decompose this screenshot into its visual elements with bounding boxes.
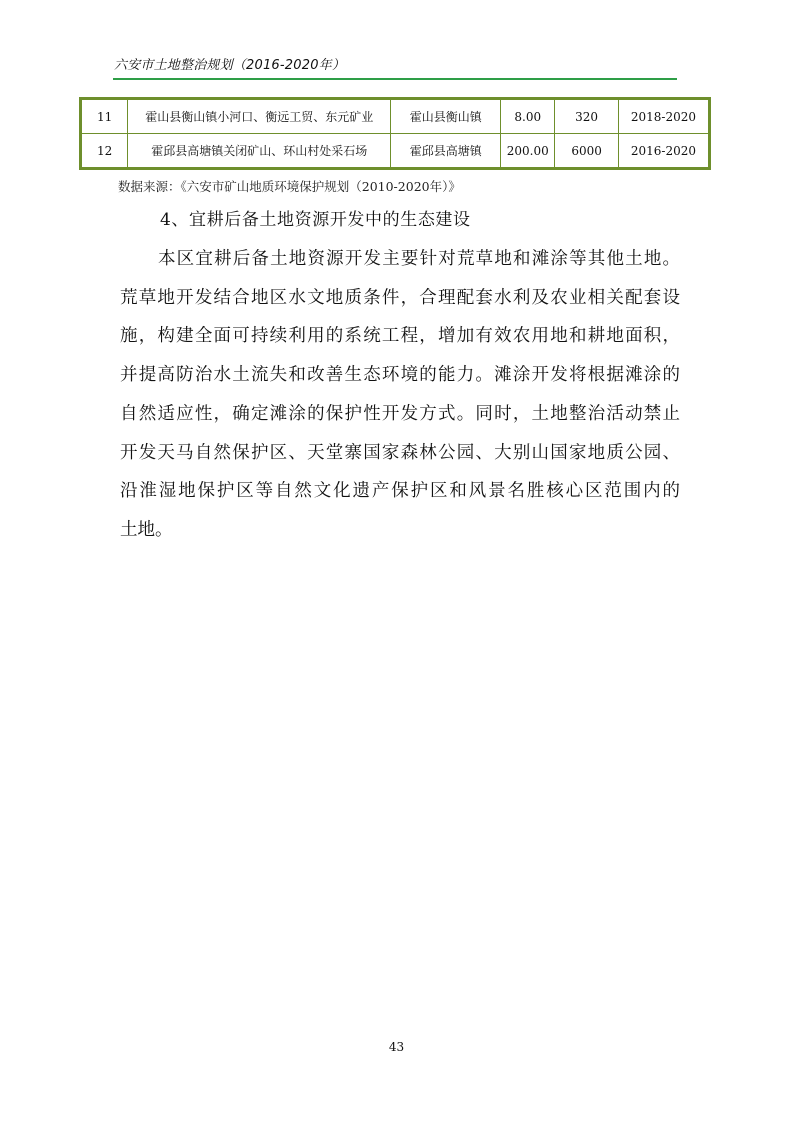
volume-cell: 6000 [555, 134, 619, 169]
project-name-cell: 霍山县衡山镇小河口、衡远工贸、东元矿业 [128, 99, 391, 134]
header-rule [113, 78, 677, 80]
period-cell: 2016-2020 [618, 134, 709, 169]
project-name-cell: 霍邱县高塘镇关闭矿山、环山村处采石场 [128, 134, 391, 169]
location-cell: 霍山县衡山镇 [391, 99, 501, 134]
paragraph-line: 自然适应性，确定滩涂的保护性开发方式。同时，土地整治活动禁止 [120, 403, 680, 424]
period-cell: 2018-2020 [618, 99, 709, 134]
paragraph-line: 土地。 [120, 519, 173, 540]
paragraph-line: 本区宜耕后备土地资源开发主要针对荒草地和滩涂等其他土地。 [158, 249, 680, 269]
paragraph-line: 沿淮湿地保护区等自然文化遗产保护区和风景名胜核心区范围内的 [120, 481, 680, 502]
paragraph-line: 荒草地开发结合地区水文地质条件，合理配套水利及农业相关配套设 [120, 287, 680, 308]
mine-restoration-table [79, 97, 711, 170]
body-paragraph [120, 240, 680, 550]
location-cell: 霍邱县高塘镇 [391, 134, 501, 169]
area-cell: 8.00 [501, 99, 555, 134]
row-number-cell: 11 [81, 99, 128, 134]
page-number: 43 [388, 1040, 405, 1054]
paragraph-line: 并提高防治水土流失和改善生态环境的能力。滩涂开发将根据滩涂的 [120, 365, 680, 386]
table-row [81, 99, 710, 134]
row-number-cell: 12 [81, 134, 128, 169]
area-cell: 200.00 [501, 134, 555, 169]
paragraph-line: 施，构建全面可持续利用的系统工程，增加有效农用地和耕地面积， [120, 326, 680, 347]
table-source-note: 数据来源：《六安市矿山地质环境保护规划（2010-2020年）》 [118, 179, 461, 194]
paragraph-line: 开发天马自然保护区、天堂寨国家森林公园、大别山国家地质公园、 [120, 442, 680, 463]
volume-cell: 320 [555, 99, 619, 134]
section-heading: 4、宜耕后备土地资源开发中的生态建设 [160, 210, 471, 230]
running-header: 六安市土地整治规划（2016-2020年） [114, 58, 346, 73]
table-row [81, 134, 710, 169]
